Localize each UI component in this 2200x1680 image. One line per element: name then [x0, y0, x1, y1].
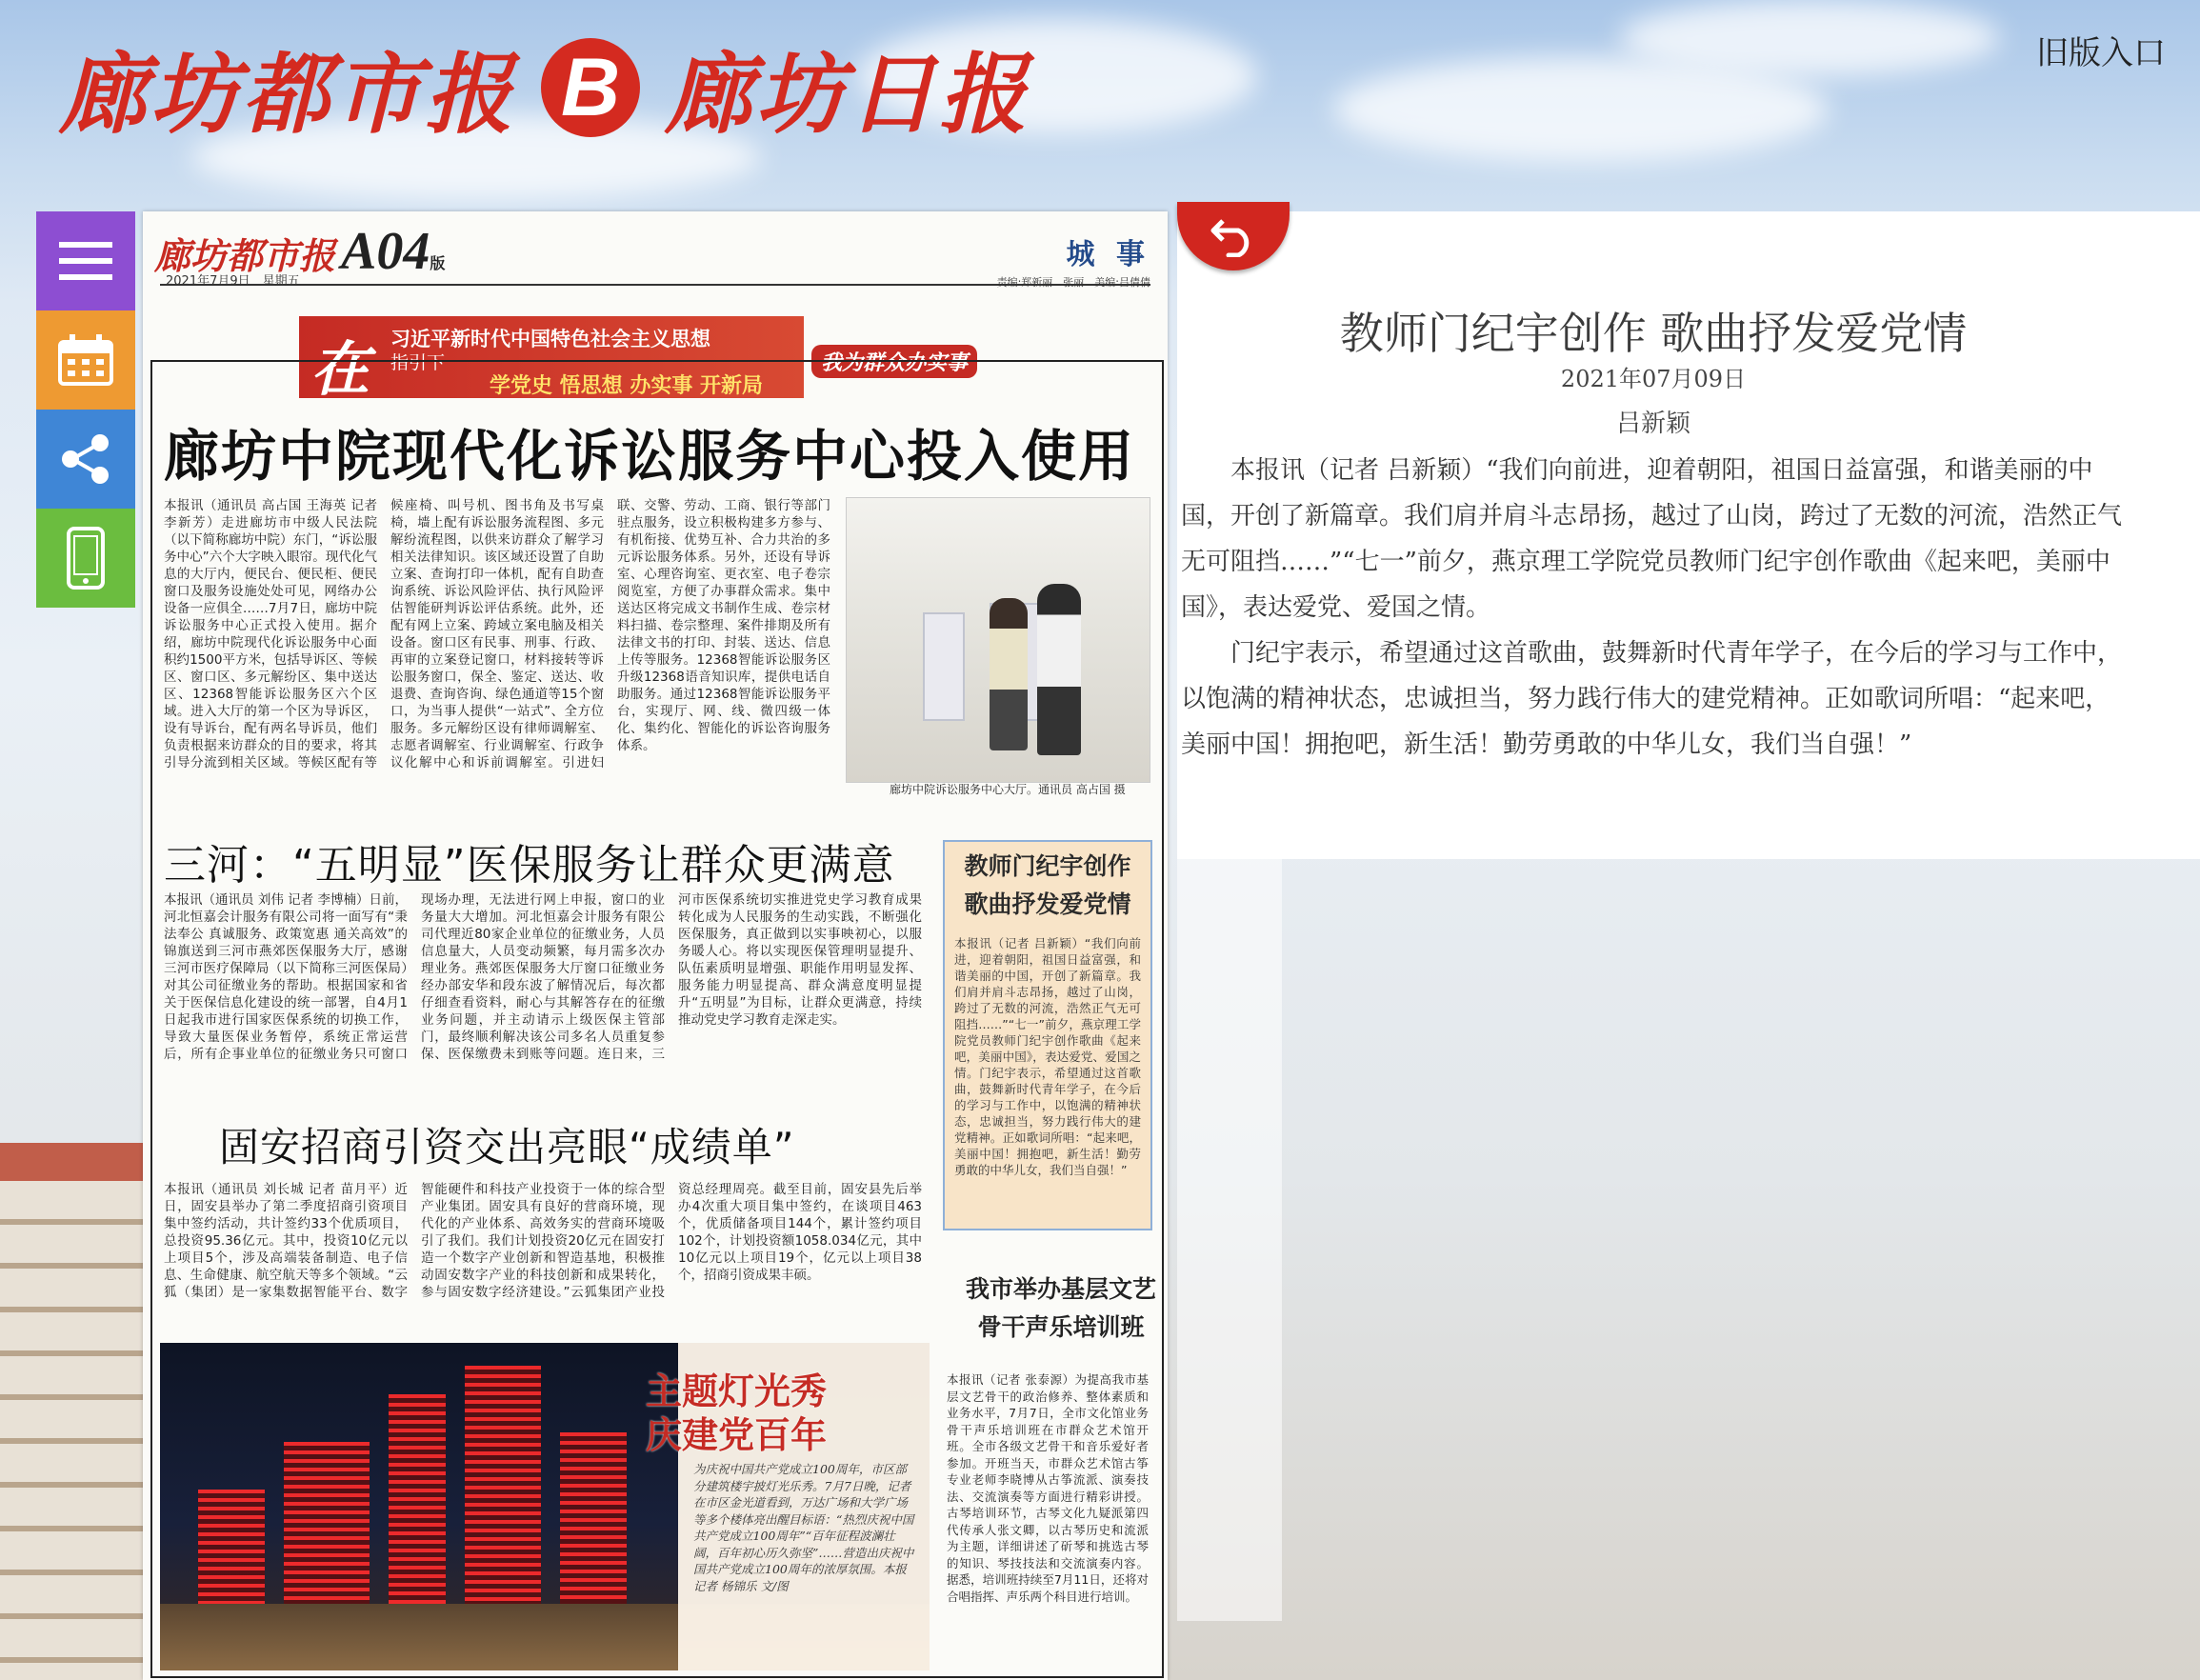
return-arrow-icon: [1210, 215, 1257, 257]
edition-suffix: 版: [430, 256, 446, 272]
story3-body[interactable]: 本报讯（通讯员 刘长城 记者 苗月平）近日，固安县举办了第二季度招商引资项目集中签约活动，共计签约33个优质项目，总投资95.36亿元。其中，投资10亿元以上项目5个，涉及高端装备制造、电子信息、生命健康、航空航天等多个领域。“云狐（集团）是一家集数据智能平台、数字智能硬件和科技产业投资于一体的综合型产业集团。固安具有良好的营商环境，现代化的产业体系、高效务实的营商环境吸引了我们。我们计划投资20亿元在固安打造一个数字产业创新和智造基地，积极推动固安数字产业的科技创新和成果转化，参与固安数字经济建设。”云狐集团产业投资总经理周亮。截至目前，固安县先后举办4次重大项目集中签约，在谈项目463个，优质储备项目144个，累计签约项目102个，计划投资额1058.034亿元，其中10亿元以上项目19个，亿元以上项目38个，招商引资成果丰硕。: [164, 1182, 922, 1300]
lit-building: [284, 1442, 370, 1604]
calendar-icon: [58, 334, 113, 386]
share-icon: [59, 432, 112, 486]
menu-icon: [59, 238, 112, 284]
lit-building: [465, 1366, 541, 1604]
story1-headline[interactable]: 廊坊中院现代化诉讼服务中心投入使用: [164, 424, 1136, 489]
page-date: 2021年7月9日 星期五: [166, 274, 300, 289]
page-editors: 责编:郑新丽 张丽 美编:吕倩倩: [996, 276, 1150, 289]
story4-headline[interactable]: 我市举办基层文艺骨干声乐培训班: [965, 1275, 1156, 1341]
light-show-photo[interactable]: [160, 1343, 930, 1670]
article-title: 教师门纪宇创作 歌曲抒发爱党情: [1339, 308, 1968, 359]
logo-langfang-dushibao: 廊坊都市报: [59, 43, 517, 146]
banner-big-char: 在: [310, 334, 370, 404]
mobile-button[interactable]: [36, 509, 135, 608]
article-author: 吕新颖: [1615, 410, 1690, 438]
logo-badge: B: [541, 38, 640, 137]
phone-icon: [67, 527, 105, 590]
photo-person: [1037, 584, 1081, 755]
page-edition: [341, 221, 445, 282]
share-button[interactable]: [36, 410, 135, 509]
banner-line3: 学党史 悟思想 办实事 开新局: [490, 374, 763, 398]
photo-title-line2: 庆建党百年: [646, 1413, 828, 1456]
lit-building: [198, 1490, 265, 1604]
banner-tag: 我为群众办实事: [811, 345, 977, 378]
article-panel-lower: [1177, 859, 1282, 1621]
menu-button[interactable]: [36, 211, 135, 310]
article-date: 2021年07月09日: [1560, 366, 1747, 392]
photo-title-line1: 主题灯光秀: [646, 1370, 828, 1412]
sidebox-body: 本报讯（记者 吕新颖）“我们向前进，迎着朝阳，祖国日益富强，和谐美丽的中国，开创了新篇章。我们肩并肩斗志昂扬，越过了山岗，跨过了无数的河流，浩然正气无可阻挡……”“七一”前夕，燕京理工学院党员教师门纪宇创作歌曲《起来吧，美丽中国》，表达爱党、爱国之情。门纪宇表示，希望通过这首歌曲，鼓舞新时代青年学子，在今后的学习与工作中，以饱满的精神状态，忠诚担当，努力践行伟大的建党精神。正如歌词所唱：“起来吧，美丽中国！拥抱吧，新生活！勤劳勇敢的中华儿女，我们当自强！”: [954, 936, 1141, 1177]
article-paragraph: 本报讯（记者 吕新颖）“我们向前进，迎着朝阳，祖国日益富强，和谐美丽的中国，开创了新篇章。我们肩并肩斗志昂扬，越过了山岗，跨过了无数的河流，浩然正气无可阻挡……”“七一”前夕，燕京理工学院党员教师门纪宇创作歌曲《起来吧，美丽中国》，表达爱党、爱国之情。: [1181, 456, 2123, 622]
article-panel: [1177, 211, 2200, 859]
photo-kiosk: [923, 612, 965, 721]
lit-building: [389, 1394, 446, 1604]
background-building: [0, 1181, 149, 1680]
story2-headline[interactable]: 三河：“五明显”医保服务让群众更满意: [164, 841, 895, 890]
logo-langfang-ribao: 廊坊日报: [665, 43, 1031, 146]
sidebox-article[interactable]: [943, 840, 1152, 1230]
story2-body[interactable]: 本报讯（通讯员 刘伟 记者 李博楠）日前，河北恒嘉会计服务有限公司将一面写有“秉法奉公 真诚服务、政策宽惠 通关高效”的锦旗送到三河市燕郊医保服务大厅，感谢三河市医疗保障局（以下简称三河医保局）对其公司征缴业务的帮助。根据国家和省关于医保信息化建设的统一部署，自4月1日起我市进行国家医保系统的切换工作，导致大量医保业务暂停，系统正常运营后，所有企事业单位的征缴业务只可窗口现场办理，无法进行网上申报，窗口的业务量大大增加。河北恒嘉会计服务有限公司代理近80家企业单位的征缴业务，人员信息量大，人员变动频繁，每月需多次办理业务。燕郊医保服务大厅窗口征缴业务经办部安华和段东波了解情况后，每次都仔细查看资料，耐心与其解答存在的征缴业务问题，并主动请示上级医保主管部门，最终顺利解决该公司多名人员重复参保、医保缴费未到账等问题。连日来，三河市医保系统切实推进党史学习教育成果转化成为人民服务的生动实践，不断强化医保服务，真正做到以实事映初心，以服务暖人心。将以实现医保管理明显提升、队伍素质明显增强、职能作用明显发挥、服务能力明显提高、群众满意度明显提升“五明显”为目标，让群众更满意，持续推动党史学习教育走深走实。: [164, 892, 922, 1062]
lit-building: [560, 1432, 627, 1604]
story1-body[interactable]: 本报讯（通讯员 高占国 王海英 记者 李新芳）走进廊坊市中级人民法院（以下简称廊坊中院）东门，“诉讼服务中心”六个大字映入眼帘。现代化气息的大厅内，便民台、便民柜、便民窗口及服务设施处处可见，网络办公设备一应俱全……7月7日，廊坊中院诉讼服务中心正式投入使用。据介绍，廊坊中院现代化诉讼服务中心面积约1500平方米，包括导诉区、等候区、窗口区、多元解纷区、集中送达区、12368智能诉讼服务区六个区域。进入大厅的第一个区为导诉区，设有导诉台，配有两名导诉员，他们负责根据来访群众的目的要求，将其引导分流到相关区域。等候区配有等候座椅、叫号机、图书角及书写桌椅，墙上配有诉讼服务流程图、多元解纷流程图，以供来访群众了解学习相关法律知识。该区域还设置了自助立案、查询打印一体机，配有自助查询系统、诉讼风险评估、执行风险评估智能研判诉讼评估系统。此外，还配有网上立案、跨域立案电脑及相关设备。窗口区有民事、刑事、行政、再审的立案登记窗口，材料接转等诉讼服务窗口，保全、鉴定、送达、收退费、查询咨询、绿色通道等15个窗口，为当事人提供“一站式”、全方位服务。多元解纷区设有律师调解室、志愿者调解室、行业调解室、行政争议化解中心和诉前调解室。引进妇联、交警、劳动、工商、银行等部门驻点服务，设立积极构建多方参与、有机衔接、优势互补、合力共治的多元诉讼服务体系。另外，还设有导诉室、心理咨询室、更衣室、电子卷宗阅览室，方便了办事群众需求。集中送达区将完成文书制作生成、卷宗材料扫描、卷宗整理、案件排期及所有法律文书的打印、封装、送达、信息上传等服务。12368智能诉讼服务区升级12368语音知识库，提供电话自助服务。通过12368智能诉讼服务平台，实现厅、网、线、微四级一体化、集约化、智能化的诉讼咨询服务体系。: [164, 498, 830, 770]
site-logo[interactable]: [59, 21, 1030, 154]
photo-person: [990, 598, 1028, 750]
story1-photo[interactable]: [846, 497, 1150, 783]
page-masthead: 廊坊都市报: [154, 234, 336, 277]
banner-line1: 习近平新时代中国特色社会主义思想: [390, 328, 710, 350]
banner-line2: 指引下: [390, 352, 446, 373]
background-cloud: [1619, 0, 2000, 76]
newspaper-page[interactable]: [143, 211, 1168, 1680]
story4-body[interactable]: 本报讯（记者 张泰源）为提高我市基层文艺骨干的政治修养、整体素质和业务水平，7月7日，全市文化馆业务骨干声乐培训班在市群众艺术馆开班。全市各级文艺骨干和音乐爱好者参加。开班当天，市群众艺术馆古筝专业老师李晓博从古筝流派、演奏技法、交流演奏等方面进行精彩讲授。古琴培训环节，古琴文化九疑派第四代传承人张文卿，以古琴历史和流派为主题，详细讲述了斫琴和挑选古琴的知识、琴技技法和交流演奏内容。据悉，培训班持续至7月11日，还将对合唱指挥、声乐两个科目进行培训。: [947, 1372, 1149, 1604]
photo-title: [646, 1370, 827, 1457]
story1-photo-caption: 廊坊中院诉讼服务中心大厅。通讯员 高占国 摄: [890, 783, 1126, 796]
edition-number: A04: [341, 222, 430, 281]
photo-story-body: 为庆祝中国共产党成立100周年，市区部分建筑楼宇披灯光乐秀。7月7日晚，记者在市区金光道看到，万达广场和大学广场等多个楼体亮出醒目标语：“热烈庆祝中国共产党成立100周年”“百年征程波澜壮阔，百年初心历久弥坚”……营造出庆祝中国共产党成立100周年的浓厚氛围。本报记者 杨锦乐 文/图: [693, 1462, 914, 1593]
article-body: [1181, 448, 2133, 768]
left-toolbar: [36, 211, 135, 608]
calendar-button[interactable]: [36, 310, 135, 410]
article-paragraph: 门纪宇表示，希望通过这首歌曲，鼓舞新时代青年学子，在今后的学习与工作中，以饱满的精神状态，忠诚担当，努力践行伟大的建党精神。正如歌词所唱：“起来吧，美丽中国！拥抱吧，新生活！勤劳勇敢的中华儿女，我们当自强！”: [1181, 639, 2123, 759]
sidebox-title: 教师门纪宇创作歌曲抒发爱党情: [964, 852, 1131, 918]
page-section: 城 事: [1066, 238, 1150, 271]
story3-headline[interactable]: 固安招商引资交出亮眼“成绩单”: [219, 1124, 795, 1170]
old-version-link[interactable]: 旧版入口: [2036, 34, 2166, 72]
